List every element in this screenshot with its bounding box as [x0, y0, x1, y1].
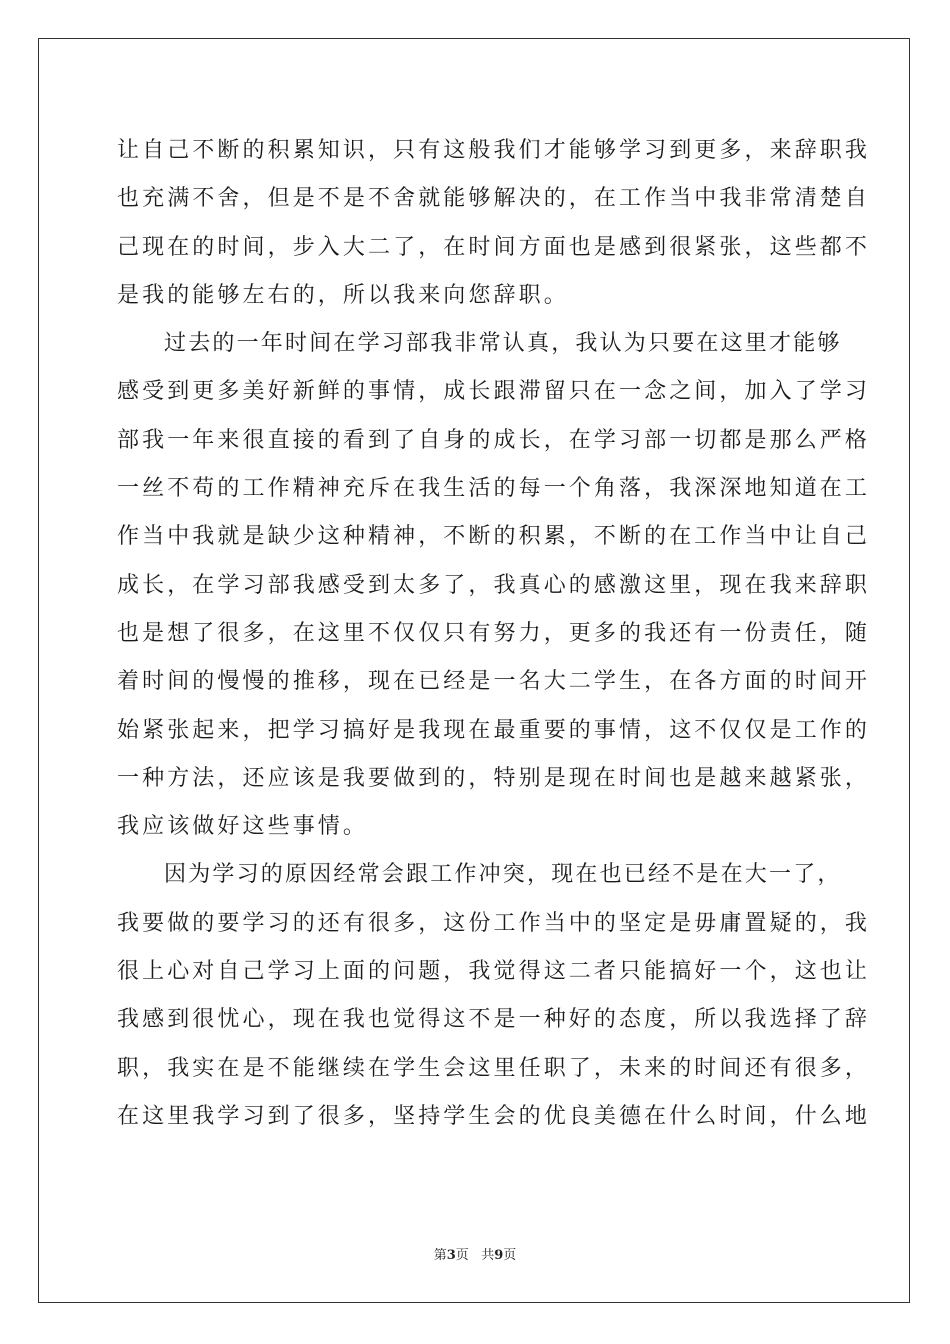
text-line: 成长，在学习部我感受到太多了，我真心的感激这里，现在我来辞职 — [117, 572, 871, 598]
paragraph-start-line: 因为学习的原因经常会跟工作冲突，现在也已经不是在大一了， — [164, 862, 842, 888]
total-suffix: 页 — [503, 1248, 517, 1263]
text-line: 在这里我学习到了很多，坚持学生会的优良美德在什么时间，什么地 — [117, 1103, 871, 1129]
text-line: 一种方法，还应该是我要做到的，特别是现在时间也是越来越紧张， — [117, 765, 871, 791]
text-line: 始紧张起来，把学习搞好是我现在最重要的事情，这不仅仅是工作的 — [117, 717, 871, 743]
page-number: 3 — [446, 1248, 456, 1263]
paragraph-start-line: 过去的一年时间在学习部我非常认真，我认为只要在这里才能够 — [164, 331, 842, 357]
text-line: 部我一年来很直接的看到了自身的成长，在学习部一切都是那么严格 — [117, 427, 871, 453]
text-line: 也充满不舍，但是不是不舍就能够解决的，在工作当中我非常清楚自 — [117, 186, 871, 212]
text-line: 己现在的时间，步入大二了，在时间方面也是感到很紧张，这些都不 — [117, 234, 871, 260]
text-line: 我感到很忧心，现在我也觉得这不是一种好的态度，所以我选择了辞 — [117, 1007, 871, 1033]
document-body — [117, 127, 871, 1141]
text-line: 我应该做好这些事情。 — [117, 814, 369, 840]
text-line: 我要做的要学习的还有很多，这份工作当中的坚定是毋庸置疑的，我 — [117, 910, 871, 936]
page-suffix: 页 — [455, 1248, 469, 1263]
text-line: 感受到更多美好新鲜的事情，成长跟滞留只在一念之间，加入了学习 — [117, 379, 871, 405]
text-line: 是我的能够左右的，所以我来向您辞职。 — [117, 282, 569, 308]
text-line: 职，我实在是不能继续在学生会这里任职了，未来的时间还有很多， — [117, 1055, 871, 1081]
text-line: 很上心对自己学习上面的问题，我觉得这二者只能搞好一个，这也让 — [117, 959, 871, 985]
total-pages: 9 — [494, 1248, 504, 1263]
text-line: 一丝不苟的工作精神充斥在我生活的每一个角落，我深深地知道在工 — [117, 476, 871, 502]
page-footer — [0, 1244, 950, 1263]
text-line: 让自己不断的积累知识，只有这般我们才能够学习到更多，来辞职我 — [117, 138, 871, 163]
page-prefix: 第 — [433, 1248, 447, 1263]
text-line: 着时间的慢慢的推移，现在已经是一名大二学生，在各方面的时间开 — [117, 669, 871, 695]
text-line: 也是想了很多，在这里不仅仅只有努力，更多的我还有一份责任，随 — [117, 620, 871, 646]
text-line: 作当中我就是缺少这种精神，不断的积累，不断的在工作当中让自己 — [117, 524, 871, 550]
total-prefix: 共 — [481, 1248, 495, 1263]
